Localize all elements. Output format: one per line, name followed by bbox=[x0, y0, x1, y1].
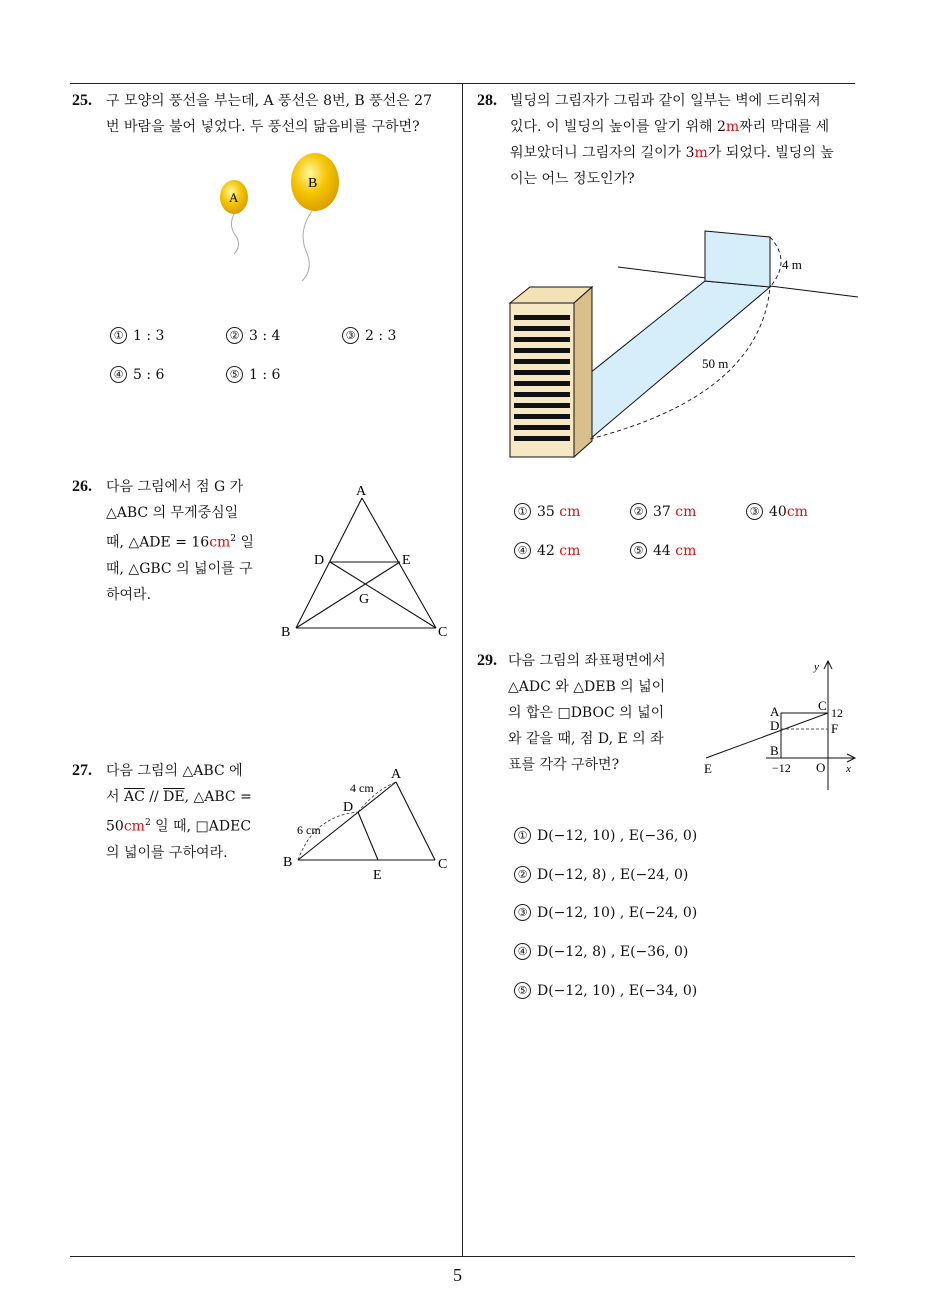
q26-stem: 다음 그림에서 점 G 가 △ABC 의 무게중심일 때, △ADE = $16cm^2$ 일 때, △GBC 의 넓이를 구 하여라. bbox=[106, 479, 255, 603]
q27-label-d: D bbox=[343, 800, 354, 815]
q27-triangle-figure bbox=[280, 762, 460, 887]
q26-label-c: C bbox=[438, 625, 448, 640]
q29-choice-4[interactable]: ④ D(−12, 8) , E(−36, 0) bbox=[514, 943, 688, 960]
q26-label-d: D bbox=[314, 553, 325, 568]
q27-len-bd: 6 cm bbox=[297, 823, 321, 837]
q25-choice-4[interactable]: ④ 5 : 6 bbox=[110, 366, 164, 383]
q28-building-shadow-figure bbox=[500, 225, 860, 465]
q29-coordinate-figure bbox=[700, 656, 860, 781]
bottom-rule bbox=[70, 1256, 855, 1257]
q29-choice-3[interactable]: ③ D(−12, 10) , E(−24, 0) bbox=[514, 904, 697, 921]
q29-label-f: F bbox=[831, 721, 839, 736]
q25-stem bbox=[106, 88, 462, 140]
q29-choice-1[interactable]: ① D(−12, 10) , E(−36, 0) bbox=[514, 827, 697, 844]
q27-label-a: A bbox=[391, 767, 402, 782]
q27-len-ad: 4 cm bbox=[350, 781, 374, 795]
q29-label-o: O bbox=[816, 760, 826, 775]
q27-label-b: B bbox=[283, 855, 293, 870]
q27-stem: 다음 그림의 △ABC 에 서 $\overline{AC} // \overline{DE}$, △ABC = $50cm^2$ 일 때, □ADEC 의 넓이를 구하여라. bbox=[106, 763, 252, 861]
q29-label-b: B bbox=[770, 743, 779, 758]
q25-choice-2[interactable]: ② 3 : 4 bbox=[226, 327, 280, 344]
q28-stem: 빌딩의 그림자가 그림과 같이 일부는 벽에 드리워져 있다. 이 빌딩의 높이를 알기 위해 2m짜리 막대를 세 워보았더니 그림자의 길이가 3m가 되었다. 빌딩의 높 이는 어느 정도인가? bbox=[510, 93, 834, 187]
q29-choice-5[interactable]: ⑤ D(−12, 10) , E(−34, 0) bbox=[514, 982, 697, 999]
q26-label-a: A bbox=[356, 484, 367, 499]
page-number: 5 bbox=[453, 1265, 462, 1285]
q29-number: 29. bbox=[477, 652, 497, 669]
q26-number: 26. bbox=[72, 478, 92, 495]
q29-label-c: C bbox=[818, 698, 827, 713]
q28-choice-4[interactable]: ④ 42 cm bbox=[514, 542, 580, 559]
column-divider bbox=[462, 83, 463, 1256]
q25-line1: 구 모양의 풍선을 부는데, A 풍선은 8번, B 풍선은 27 bbox=[106, 93, 432, 109]
q27-label-e: E bbox=[373, 868, 382, 883]
q28-ground-length: 50 m bbox=[702, 356, 729, 371]
q29-axis-x: x bbox=[846, 763, 851, 775]
q26-triangle-figure bbox=[278, 480, 458, 645]
q25-choice-1[interactable]: ① 1 : 3 bbox=[110, 327, 164, 344]
q25-balloons-figure bbox=[200, 145, 360, 285]
q29-tick-neg12: −12 bbox=[772, 761, 791, 775]
q27-number: 27. bbox=[72, 762, 92, 779]
balloon-b-label: B bbox=[308, 176, 318, 191]
q27-label-c: C bbox=[438, 857, 448, 872]
q28-choice-2[interactable]: ② 37 cm bbox=[630, 503, 696, 520]
q29-choice-2[interactable]: ② D(−12, 8) , E(−24, 0) bbox=[514, 866, 688, 883]
q25-number: 25. bbox=[72, 92, 92, 109]
q28-wall-height: 4 m bbox=[782, 257, 802, 272]
q28-choice-3[interactable]: ③ 40cm bbox=[746, 503, 808, 520]
q28-choice-1[interactable]: ① 35 cm bbox=[514, 503, 580, 520]
q26-label-b: B bbox=[281, 625, 291, 640]
q25-choice-5[interactable]: ⑤ 1 : 6 bbox=[226, 366, 280, 383]
q29-label-d: D bbox=[770, 718, 780, 733]
q29-tick-12: 12 bbox=[831, 706, 843, 720]
q28-choice-5[interactable]: ⑤ 44 cm bbox=[630, 542, 696, 559]
q29-stem: 다음 그림의 좌표평면에서 △ADC 와 △DEB 의 넓이 의 합은 □DBOC 의 넓이 와 같을 때, 점 D, E 의 좌 표를 각각 구하면? bbox=[508, 653, 666, 773]
q26-label-g: G bbox=[359, 592, 370, 607]
q25-line2: 번 바람을 불어 넣었다. 두 풍선의 닮음비를 구하면? bbox=[106, 119, 420, 135]
balloon-b-icon bbox=[291, 153, 339, 281]
q28-number: 28. bbox=[477, 92, 497, 109]
q29-label-a: A bbox=[770, 704, 780, 719]
q25-choice-3[interactable]: ③ 2 : 3 bbox=[342, 327, 396, 344]
q29-label-e: E bbox=[704, 761, 712, 776]
building-icon bbox=[510, 287, 592, 457]
q26-label-e: E bbox=[402, 553, 411, 568]
balloon-a-label: A bbox=[229, 190, 239, 205]
q29-axis-y: y bbox=[814, 661, 819, 673]
